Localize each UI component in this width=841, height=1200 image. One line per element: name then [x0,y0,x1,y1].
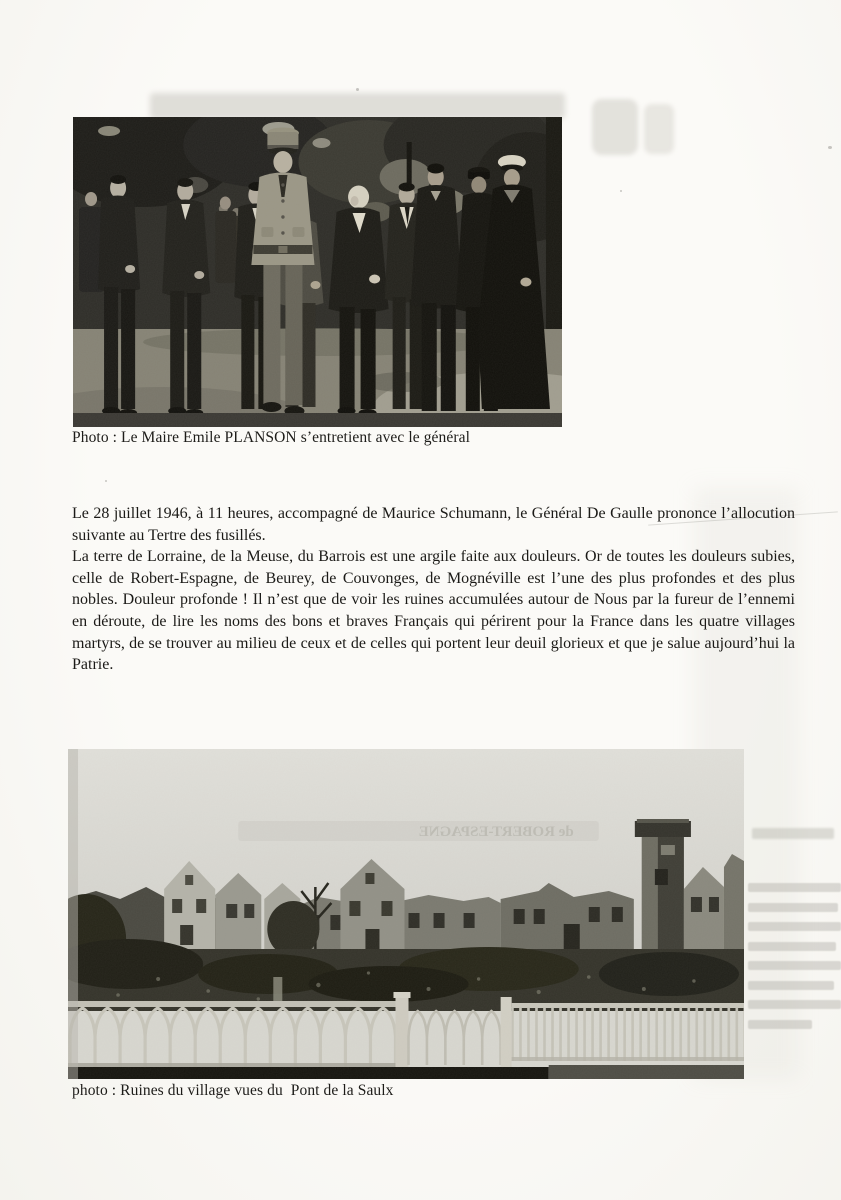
photo-top-caption: Photo : Le Maire Emile PLANSON s’entretient avec le général [72,429,471,446]
bleed-through-column [748,883,841,1039]
photo-de-gaulle-illustration [73,117,562,427]
bleed-through-line [752,828,834,839]
scan-speck [356,88,359,91]
bleed-through-text: de ROBERT-ESPAGNE [418,824,574,840]
scan-speck [105,480,107,482]
bleed-through-blob [592,99,638,155]
photo-de-gaulle-group [73,117,562,427]
speech-paragraph-body: La terre de Lorraine, de la Meuse, du Barrois est une argile faite aux douleurs. Or de toutes les douleurs subies, celle de Robert-Espagne, de Beurey, de Couvonges, de Mognéville est l’une des plus profondes et des plus nobles. Douleur profonde ! Il n’est que de voir les ruines accumulées autour de Nous par la fureur de l’ennemi en déroute, de lire les noms des bons et braves Français qui périrent pour la France dans les quatre villages martyrs, de se trouver au milieu de ceux et de celles qui portent leur deuil glorieux et que je salue aujourd’hui la Patrie. [72,548,795,674]
speech-text-block [72,503,795,676]
photo-bottom-caption: photo : Ruines du village vues du Pont de la Saulx [72,1082,394,1099]
speech-paragraph-intro: Le 28 juillet 1946, à 11 heures, accompagné de Maurice Schumann, le Général De Gaulle prononce l’allocution suivante au Tertre des fusillés. [72,505,795,544]
bleed-through-blob [644,104,674,154]
photo-ruins-illustration [68,749,744,1079]
scan-smudge [150,93,565,119]
scan-speck [828,146,832,149]
scan-speck [620,190,622,192]
photo-village-ruins [68,749,744,1079]
